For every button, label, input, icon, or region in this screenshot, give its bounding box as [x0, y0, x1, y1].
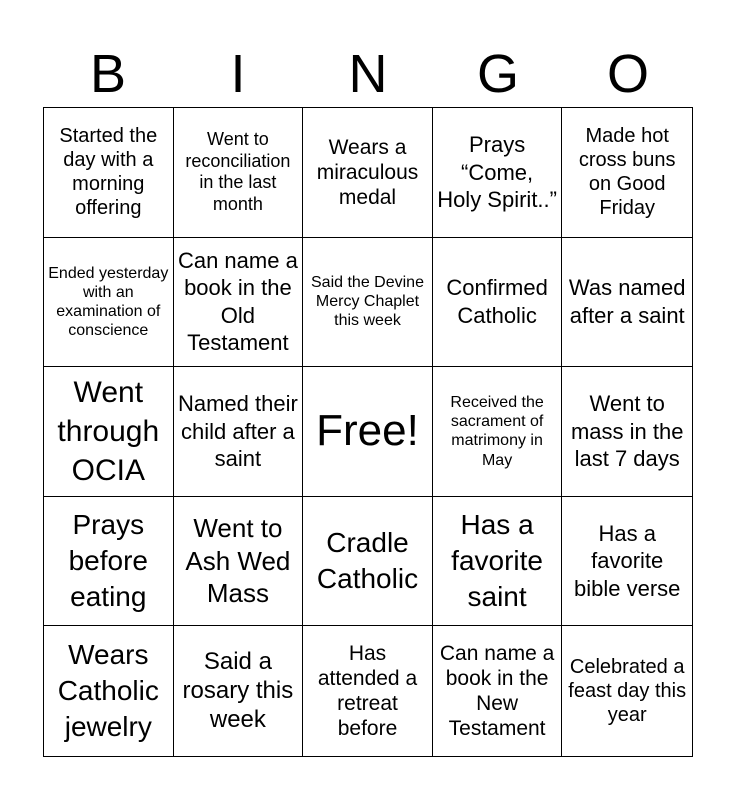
bingo-cell[interactable]: Went to reconciliation in the last month — [174, 108, 304, 238]
bingo-header — [43, 44, 693, 104]
header-letter-o: O — [606, 44, 649, 104]
bingo-cell[interactable]: Can name a book in the Old Testament — [174, 238, 304, 368]
bingo-cell[interactable]: Went to mass in the last 7 days — [562, 367, 692, 497]
header-letter-i: I — [230, 44, 246, 104]
bingo-cell[interactable]: Prays before eating — [44, 497, 174, 627]
bingo-board — [43, 107, 693, 757]
bingo-cell[interactable]: Said a rosary this week — [174, 626, 304, 756]
bingo-cell[interactable]: Wears a miraculous medal — [303, 108, 433, 238]
bingo-cell[interactable]: Made hot cross buns on Good Friday — [562, 108, 692, 238]
bingo-cell[interactable]: Can name a book in the New Testament — [433, 626, 563, 756]
bingo-cell[interactable]: Has a favorite saint — [433, 497, 563, 627]
bingo-cell[interactable]: Has a favorite bible verse — [562, 497, 692, 627]
bingo-cell[interactable]: Prays “Come, Holy Spirit..” — [433, 108, 563, 238]
header-letter-n: N — [348, 44, 388, 104]
bingo-cell[interactable]: Started the day with a morning offering — [44, 108, 174, 238]
bingo-cell[interactable]: Cradle Catholic — [303, 497, 433, 627]
bingo-cell[interactable]: Went to Ash Wed Mass — [174, 497, 304, 627]
bingo-cell[interactable]: Wears Catholic jewelry — [44, 626, 174, 756]
bingo-cell[interactable]: Received the sacrament of matrimony in May — [433, 367, 563, 497]
bingo-cell[interactable]: Named their child after a saint — [174, 367, 304, 497]
bingo-cell[interactable]: Ended yesterday with an examination of conscience — [44, 238, 174, 368]
bingo-cell[interactable]: Said the Devine Mercy Chaplet this week — [303, 238, 433, 368]
bingo-cell[interactable]: Went through OCIA — [44, 367, 174, 497]
bingo-cell[interactable]: Confirmed Catholic — [433, 238, 563, 368]
header-letter-b: B — [89, 44, 127, 104]
bingo-cell[interactable]: Has attended a retreat before — [303, 626, 433, 756]
bingo-cell[interactable]: Was named after a saint — [562, 238, 692, 368]
bingo-cell[interactable]: Celebrated a feast day this year — [568, 656, 687, 727]
header-letter-g: G — [476, 44, 519, 104]
free-space[interactable]: Free! — [303, 367, 433, 497]
